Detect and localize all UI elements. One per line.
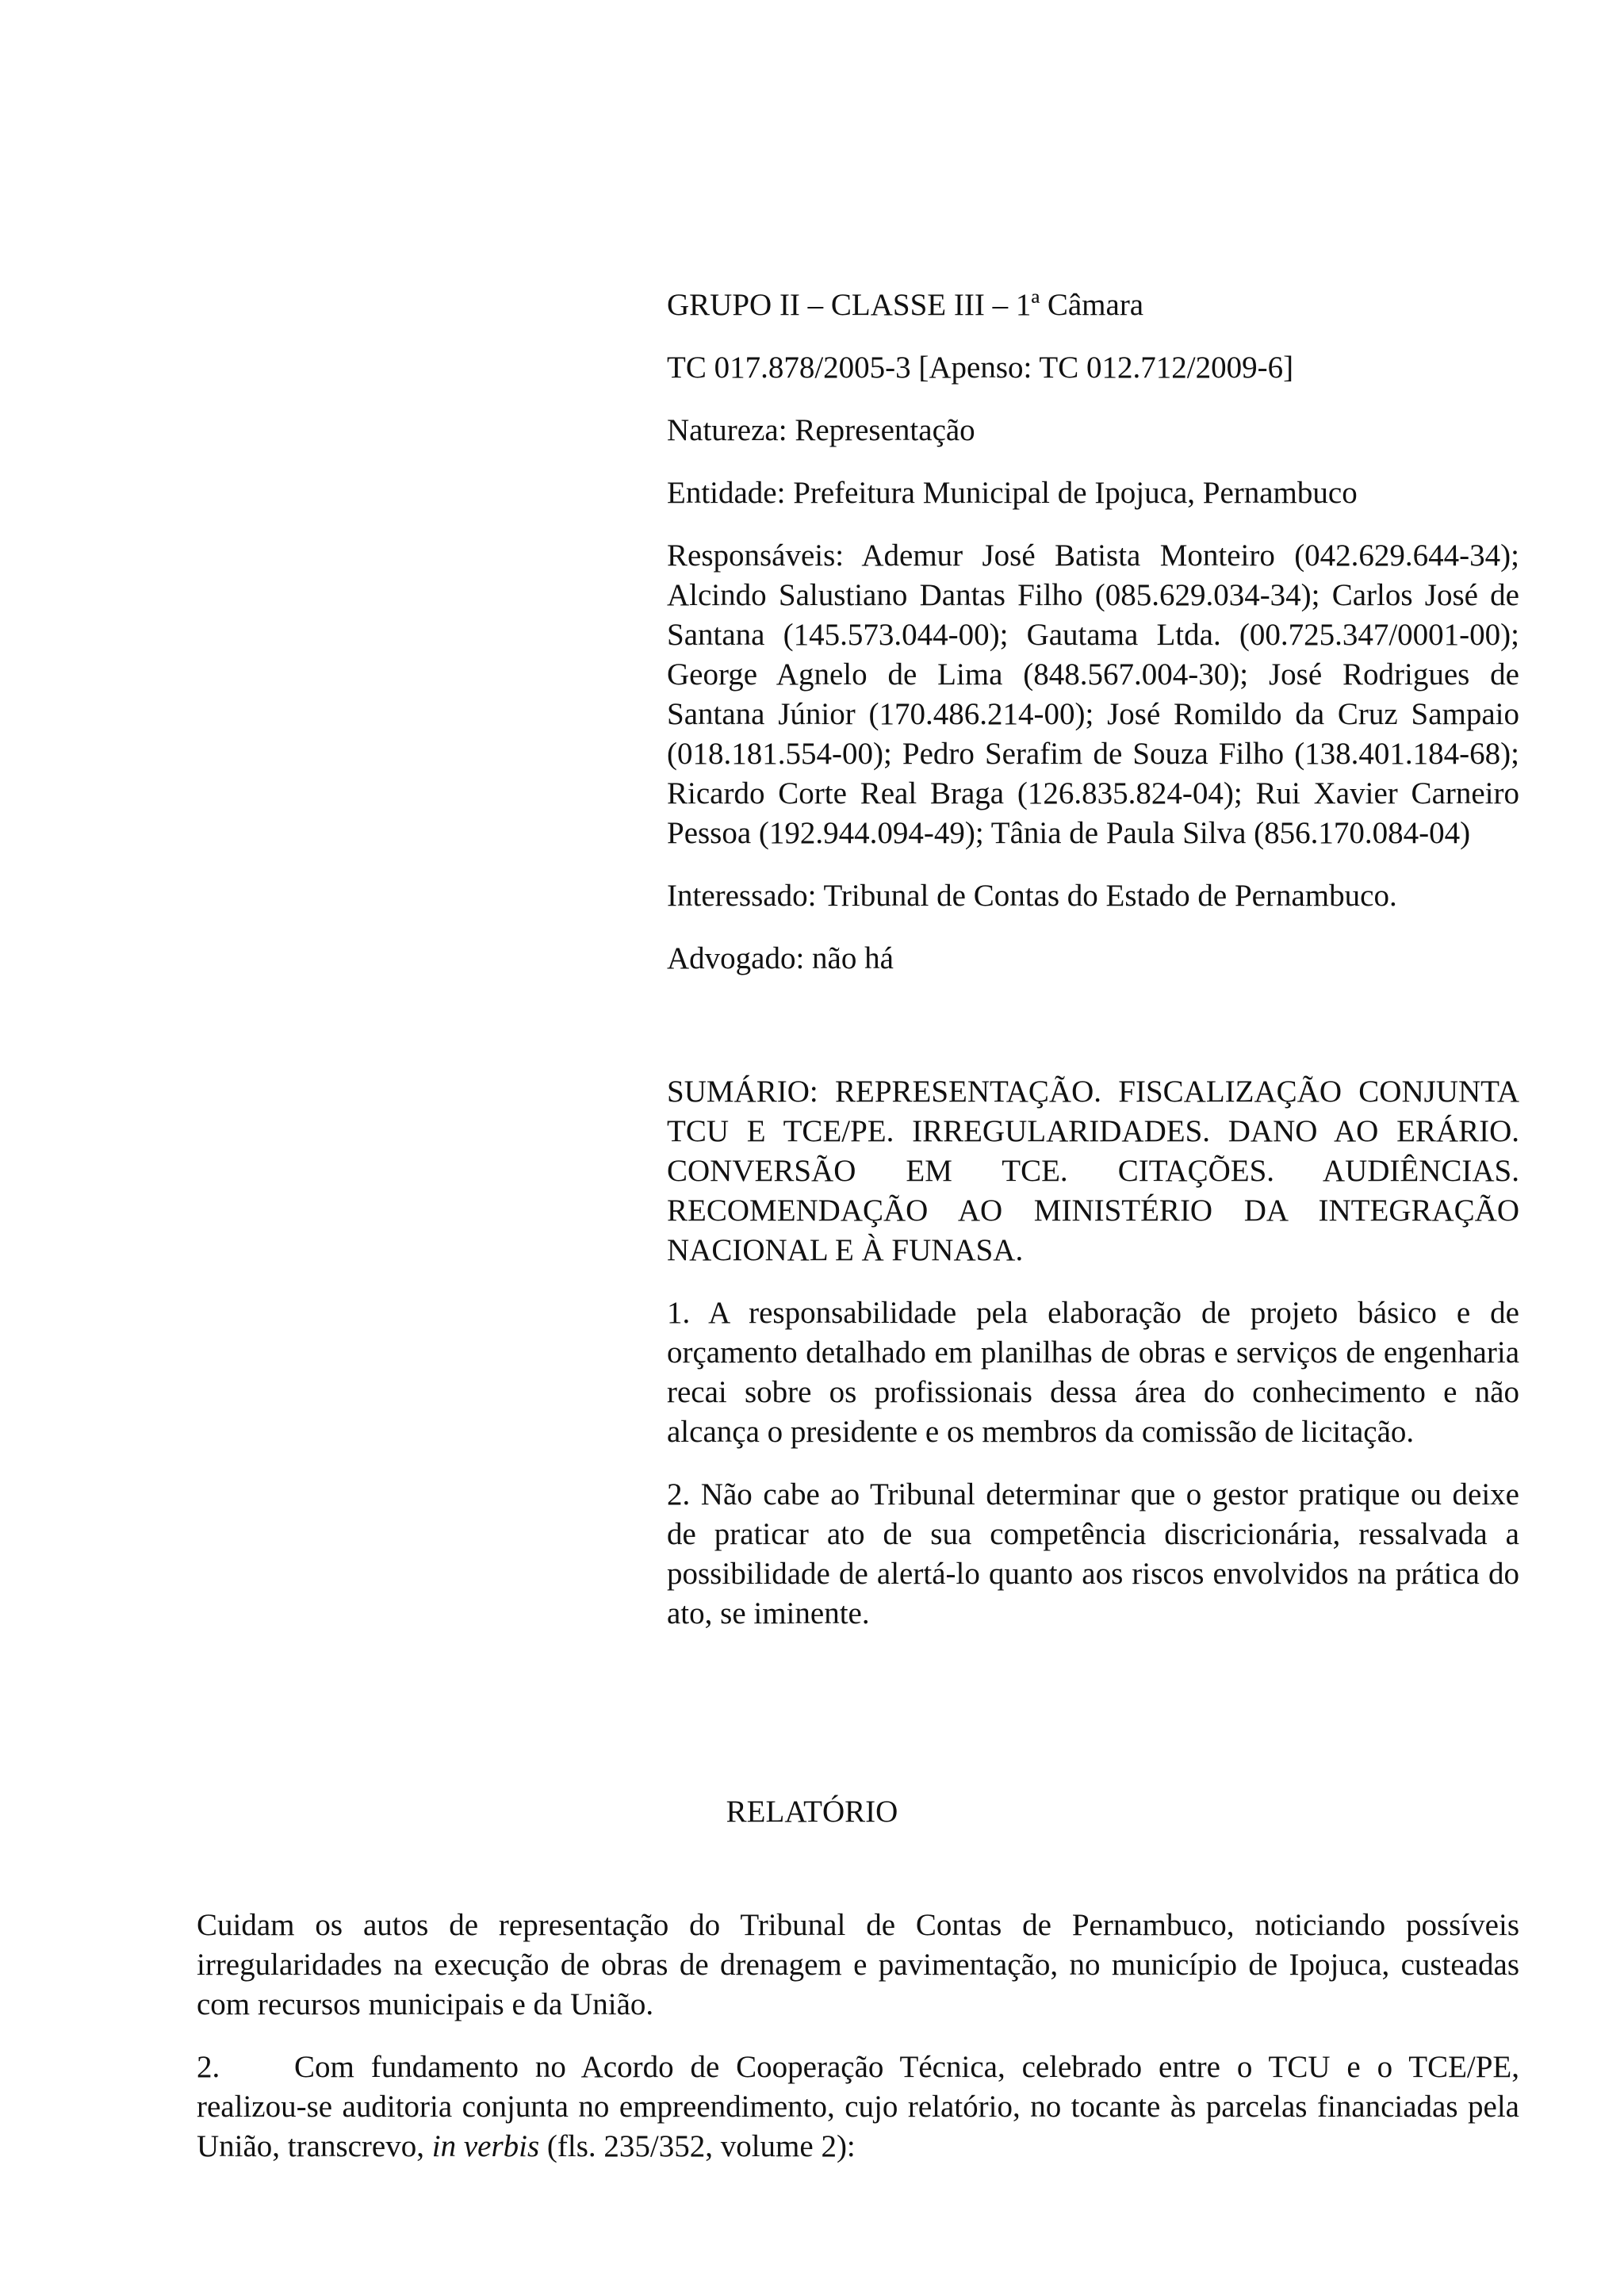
header-block	[667, 285, 1519, 1002]
grupo-line: GRUPO II – CLASSE III – 1ª Câmara	[667, 288, 1144, 322]
natureza-line: Natureza: Representação	[667, 413, 975, 447]
sumario-item-1: 1. A responsabilidade pela elaboração de projeto básico e de orçamento detalhado em planilhas de obras e serviços de engenharia recai sobre os profissionais dessa área do conhecimento e não alcança o presidente e os membros da comissão de licitação.	[667, 1296, 1519, 1449]
paragraph-number: 2.	[197, 2050, 220, 2084]
paragraph-2-text-b: (fls. 235/352, volume 2):	[539, 2129, 856, 2163]
relatorio-body	[197, 1906, 1519, 2190]
summary-block	[667, 1072, 1519, 1657]
relatorio-title: RELATÓRIO	[726, 1795, 898, 1829]
advogado-line: Advogado: não há	[667, 941, 894, 975]
sumario-item-2: 2. Não cabe ao Tribunal determinar que o gestor pratique ou deixe de praticar ato de sua competência discricionária, ressalvada a possibilidade de alertá-lo quanto aos riscos envolvidos na prática do ato, se iminente.	[667, 1477, 1519, 1630]
responsaveis-line: Responsáveis: Ademur José Batista Monteiro (042.629.644-34); Alcindo Salustiano Dantas Filho (085.629.034-34); Carlos José de Santana (145.573.044-00); Gautama Ltda. (00.725.347/0001-00); George Agnelo de Lima (848.567.004-30); José Rodrigues de Santana Júnior (170.486.214-00); José Romildo da Cruz Sampaio (018.181.554-00); Pedro Serafim de Souza Filho (138.401.184-68); Ricardo Corte Real Braga (126.835.824-04); Rui Xavier Carneiro Pessoa (192.944.094-49); Tânia de Paula Silva (856.170.084-04)	[667, 538, 1519, 850]
relatorio-paragraph-1: Cuidam os autos de representação do Tribunal de Contas de Pernambuco, noticiando possíveis irregularidades na execução de obras de drenagem e pavimentação, no município de Ipojuca, custeadas com recursos municipais e da União.	[197, 1908, 1519, 2021]
relatorio-paragraph-2	[197, 2048, 1519, 2167]
interessado-line: Interessado: Tribunal de Contas do Estado de Pernambuco.	[667, 879, 1397, 913]
sumario-text: SUMÁRIO: REPRESENTAÇÃO. FISCALIZAÇÃO CONJUNTA TCU E TCE/PE. IRREGULARIDADES. DANO AO ERÁRIO. CONVERSÃO EM TCE. CITAÇÕES. AUDIÊNCIAS. RECOMENDAÇÃO AO MINISTÉRIO DA INTEGRAÇÃO NACIONAL E À FUNASA.	[667, 1075, 1519, 1267]
tc-line: TC 017.878/2005-3 [Apenso: TC 012.712/2009-6]	[667, 351, 1294, 385]
paragraph-2-italic: in verbis	[431, 2129, 540, 2163]
paragraph-2-text-a: Com fundamento no Acordo de Cooperação Técnica, celebrado entre o TCU e o TCE/PE, realizou-se auditoria conjunta no empreendimento, cujo relatório, no tocante às parcelas financiadas pela União, transcrevo,	[197, 2050, 1519, 2163]
entidade-line: Entidade: Prefeitura Municipal de Ipojuca, Pernambuco	[667, 476, 1358, 510]
